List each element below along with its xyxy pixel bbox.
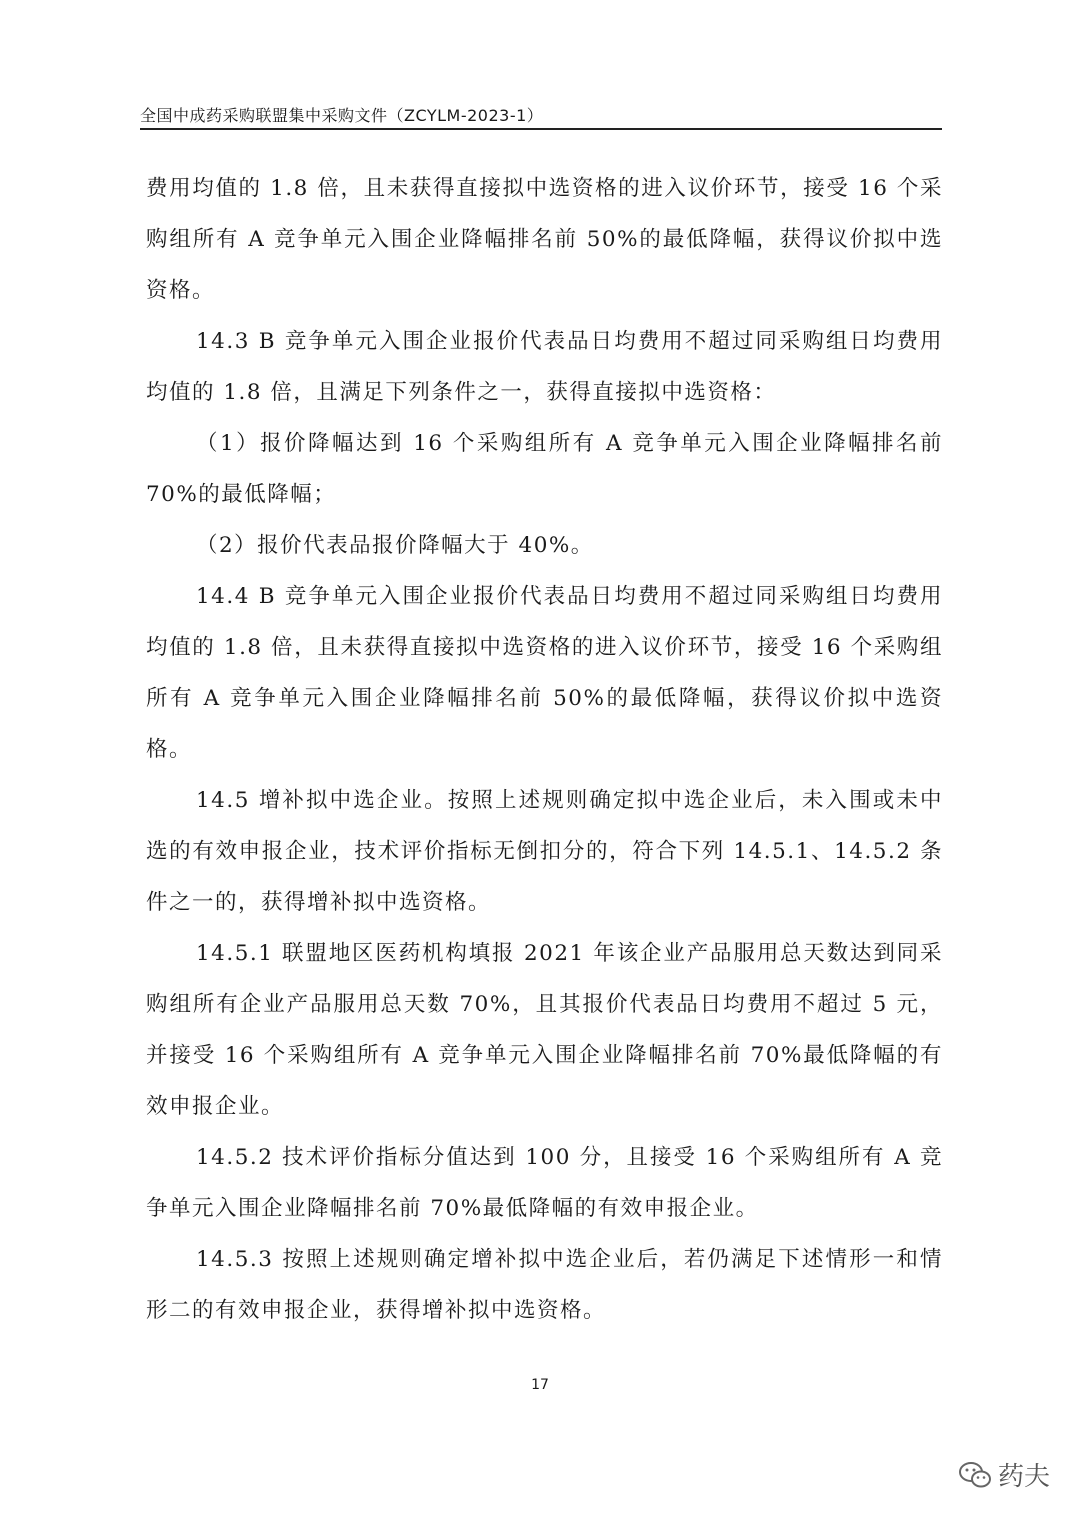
paragraph-14-5: 14.5 增补拟中选企业。按照上述规则确定拟中选企业后，未入围或未中选的有效申报企业，技术评价指标无倒扣分的，符合下列 14.5.1、14.5.2 条件之一的，获得增补拟中选资格。	[146, 788, 943, 915]
header-divider	[140, 128, 942, 130]
paragraph-14-4: 14.4 B 竞争单元入围企业报价代表品日均费用不超过同采购组日均费用均值的 1.8 倍，且未获得直接拟中选资格的进入议价环节，接受 16 个采购组所有 A 竞争单元入围企业降幅排名前 50%的最低降幅，获得议价拟中选资格。	[146, 584, 943, 762]
watermark-text: 药夫	[998, 1462, 1051, 1492]
paragraph-14-3: 14.3 B 竞争单元入围企业报价代表品日均费用不超过同采购组日均费用均值的 1.8 倍，且满足下列条件之一，获得直接拟中选资格：	[146, 329, 943, 405]
wechat-icon	[958, 1461, 992, 1489]
paragraph-14-5-2: 14.5.2 技术评价指标分值达到 100 分，且接受 16 个采购组所有 A 竞争单元入围企业降幅排名前 70%最低降幅的有效申报企业。	[146, 1145, 943, 1221]
paragraph-condition-1: （1）报价降幅达到 16 个采购组所有 A 竞争单元入围企业降幅排名前 70%的最低降幅；	[146, 431, 943, 507]
paragraph-condition-2: （2）报价代表品报价降幅大于 40%。	[196, 533, 594, 558]
document-header: 全国中成药采购联盟集中采购文件（ZCYLM-2023-1）	[140, 106, 544, 125]
paragraph-14-5-1: 14.5.1 联盟地区医药机构填报 2021 年该企业产品服用总天数达到同采购组所有企业产品服用总天数 70%，且其报价代表品日均费用不超过 5 元，并接受 16 个采购组所有 A 竞争单元入围企业降幅排名前 70%最低降幅的有效申报企业。	[146, 941, 943, 1119]
page-number: 17	[531, 1377, 549, 1393]
paragraph-continuation: 费用均值的 1.8 倍，且未获得直接拟中选资格的进入议价环节，接受 16 个采购组所有 A 竞争单元入围企业降幅排名前 50%的最低降幅，获得议价拟中选资格。	[146, 176, 943, 303]
watermark	[958, 1456, 1050, 1493]
document-body	[146, 163, 943, 1336]
paragraph-14-5-3: 14.5.3 按照上述规则确定增补拟中选企业后，若仍满足下述情形一和情形二的有效申报企业，获得增补拟中选资格。	[146, 1247, 943, 1323]
